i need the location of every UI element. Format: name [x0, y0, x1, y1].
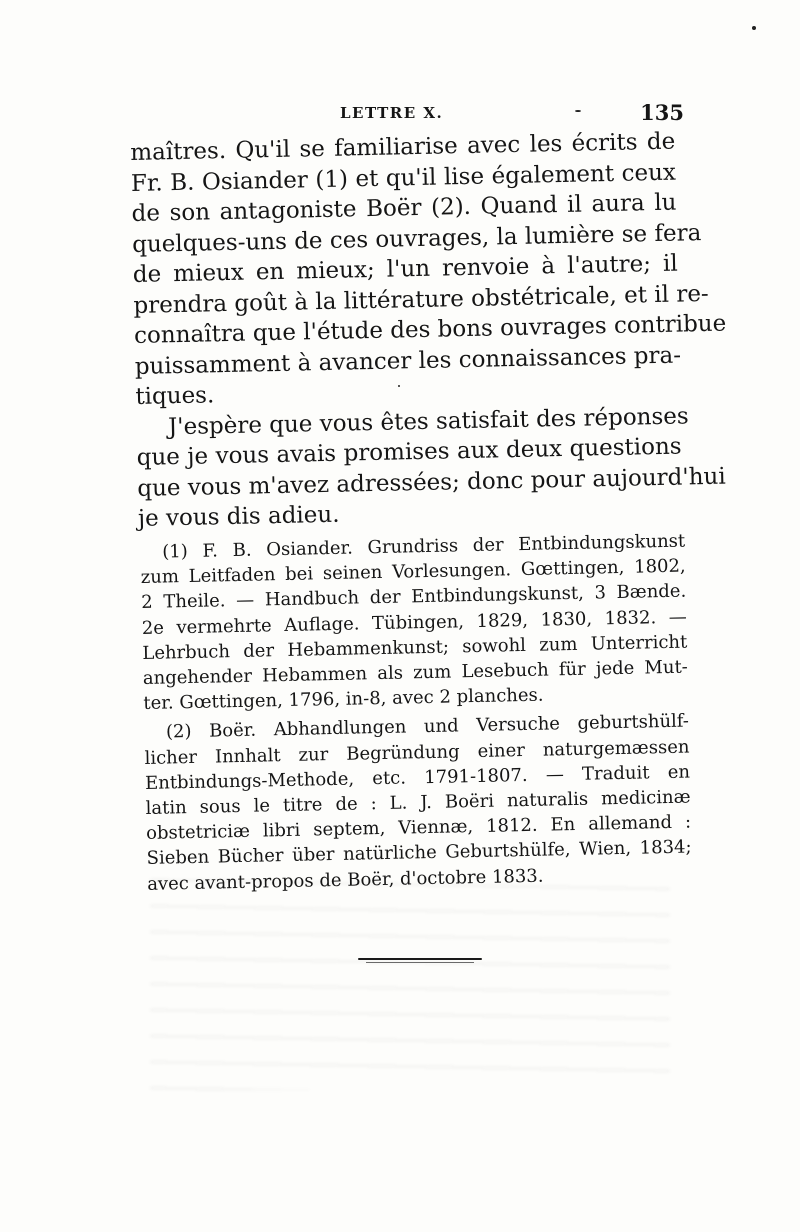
footnote-line: licher Innhalt zur Begründung einer naturgemæssen [144, 736, 690, 769]
footnote-line: (2) Boër. Abhandlungen und Versuche geburtshülf- [165, 710, 690, 743]
footnote-line: 2 Theile. — Handbuch der Entbindungskunst, 3 Bænde. [141, 580, 687, 614]
footnote-line: (1) F. B. Osiander. Grundriss der Entbindungskunst [162, 530, 686, 563]
footnote-line: Sieben Bücher über natürliche Geburtshülfe, Wien, 1834; [146, 836, 692, 870]
running-title: LETTRE X. [340, 104, 444, 122]
body-line: je vous dis adieu. [137, 501, 340, 532]
running-header [130, 100, 684, 130]
footnotes [140, 529, 692, 897]
ink-speck [752, 26, 756, 30]
body-line: de mieux en mieux; l'un renvoie à l'autre; il [132, 250, 679, 288]
body-line: de son antagoniste Boër (2). Quand il aura lu [131, 189, 677, 227]
footnote-line: obstetriciæ libri septem, Viennæ, 1812. En allemand : [145, 811, 692, 845]
body-text [130, 127, 727, 535]
footnote-line: 2e vermehrte Auflage. Tübingen, 1829, 1830, 1832. — [141, 606, 687, 639]
footnote-line: latin sous le titre de : L. J. Boëri naturalis medicinæ [145, 786, 691, 819]
bleed-through-shadow [150, 870, 670, 1090]
footnote-line: avec avant-propos de Boër, d'octobre 1833. [146, 865, 544, 895]
body-line: connaîtra que l'étude des bons ouvrages contribue [133, 310, 727, 349]
footnote-2 [144, 709, 693, 897]
section-end-rule [358, 958, 482, 960]
body-line: Fr. B. Osiander (1) et qu'il lise également ceux [130, 159, 677, 197]
body-line: tiques. [135, 382, 215, 410]
ink-speck [398, 385, 400, 387]
footnote-line: Entbindungs-Methode, etc. 1791-1807. — Traduit en [144, 761, 691, 794]
footnote-line: Lehrbuch der Hebammenkunst; sowohl zum Unterricht [142, 631, 688, 664]
body-line: prendra goût à la littérature obstétricale, et il re- [133, 280, 709, 319]
body-line: puissamment à avancer les connaissances pra- [134, 342, 682, 380]
body-line: J'espère que vous êtes satisfait des réponses [167, 402, 689, 440]
footnote-1 [140, 529, 689, 717]
body-line: que je vous avais promises aux deux questions [136, 433, 682, 471]
page-number: 135 [640, 100, 684, 125]
footnote-line: angehender Hebammen als zum Lesebuch für jede Mut- [142, 656, 689, 689]
footnote-line: ter. Gœttingen, 1796, in-8, avec 2 planches. [143, 684, 544, 715]
body-line: que vous m'avez adressées; donc pour aujourd'hui [137, 463, 726, 502]
footnote-line: zum Leitfaden bei seinen Vorlesungen. Gœttingen, 1802, [140, 555, 686, 589]
ink-speck [575, 110, 581, 112]
body-line: maîtres. Qu'il se familiarise avec les écrits de [130, 128, 676, 166]
body-line: quelques-uns de ces ouvrages, la lumière se fera [131, 219, 702, 258]
